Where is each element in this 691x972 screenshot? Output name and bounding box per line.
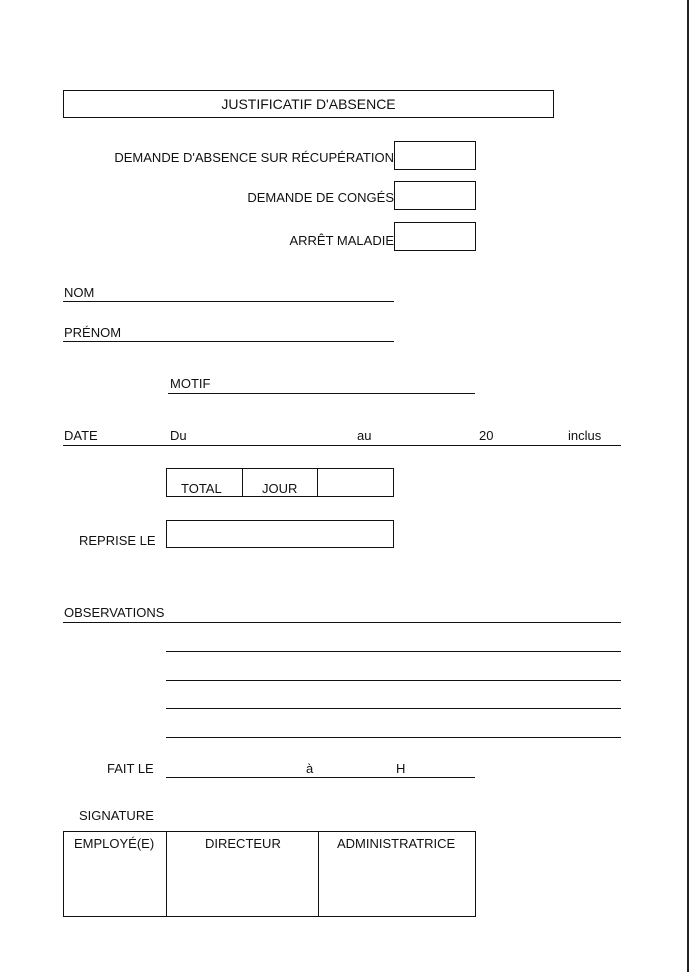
fait-label: FAIT LE [107,761,154,776]
motif-label: MOTIF [170,376,211,391]
reprise-label: REPRISE LE [79,533,156,548]
observations-line-1[interactable] [63,622,621,623]
date-to-label: au [357,428,372,443]
total-label: TOTAL [181,481,222,496]
total-days-field[interactable] [318,469,393,496]
signature-employe-header: EMPLOYÉ(E) [74,836,155,851]
observations-line-5[interactable] [166,737,621,738]
page-border [687,0,689,972]
motif-field[interactable] [168,393,475,394]
date-field[interactable] [63,445,621,446]
label-conges: DEMANDE DE CONGÉS [247,190,394,205]
signature-administratrice-cell[interactable] [319,856,475,916]
signature-administratrice-header: ADMINISTRATRICE [337,836,456,851]
observations-line-4[interactable] [166,708,621,709]
checkbox-maladie[interactable] [394,222,476,251]
date-from-label: Du [170,428,187,443]
checkbox-conges[interactable] [394,181,476,210]
label-maladie: ARRÊT MALADIE [289,233,394,248]
observations-label: OBSERVATIONS [64,605,165,620]
fait-field[interactable] [166,777,475,778]
date-inclusive-label: inclus [568,428,602,443]
fait-at-label: à [306,761,314,776]
signature-directeur-header: DIRECTEUR [205,836,281,851]
date-year-prefix: 20 [479,428,494,443]
nom-label: NOM [64,285,95,300]
total-divider-1 [242,468,243,497]
observations-line-2[interactable] [166,651,621,652]
signature-directeur-cell[interactable] [167,856,317,916]
signature-label: SIGNATURE [79,808,154,823]
fait-hour-label: H [396,761,406,776]
form-title: JUSTIFICATIF D'ABSENCE [221,96,396,112]
prenom-field[interactable] [63,341,394,342]
label-recuperation: DEMANDE D'ABSENCE SUR RÉCUPÉRATION [114,150,394,165]
checkbox-recuperation[interactable] [394,141,476,170]
signature-employe-cell[interactable] [64,856,165,916]
observations-line-3[interactable] [166,680,621,681]
nom-field[interactable] [63,301,394,302]
jour-label: JOUR [262,481,298,496]
prenom-label: PRÉNOM [64,325,122,340]
reprise-field[interactable] [166,520,394,548]
date-label: DATE [64,428,98,443]
